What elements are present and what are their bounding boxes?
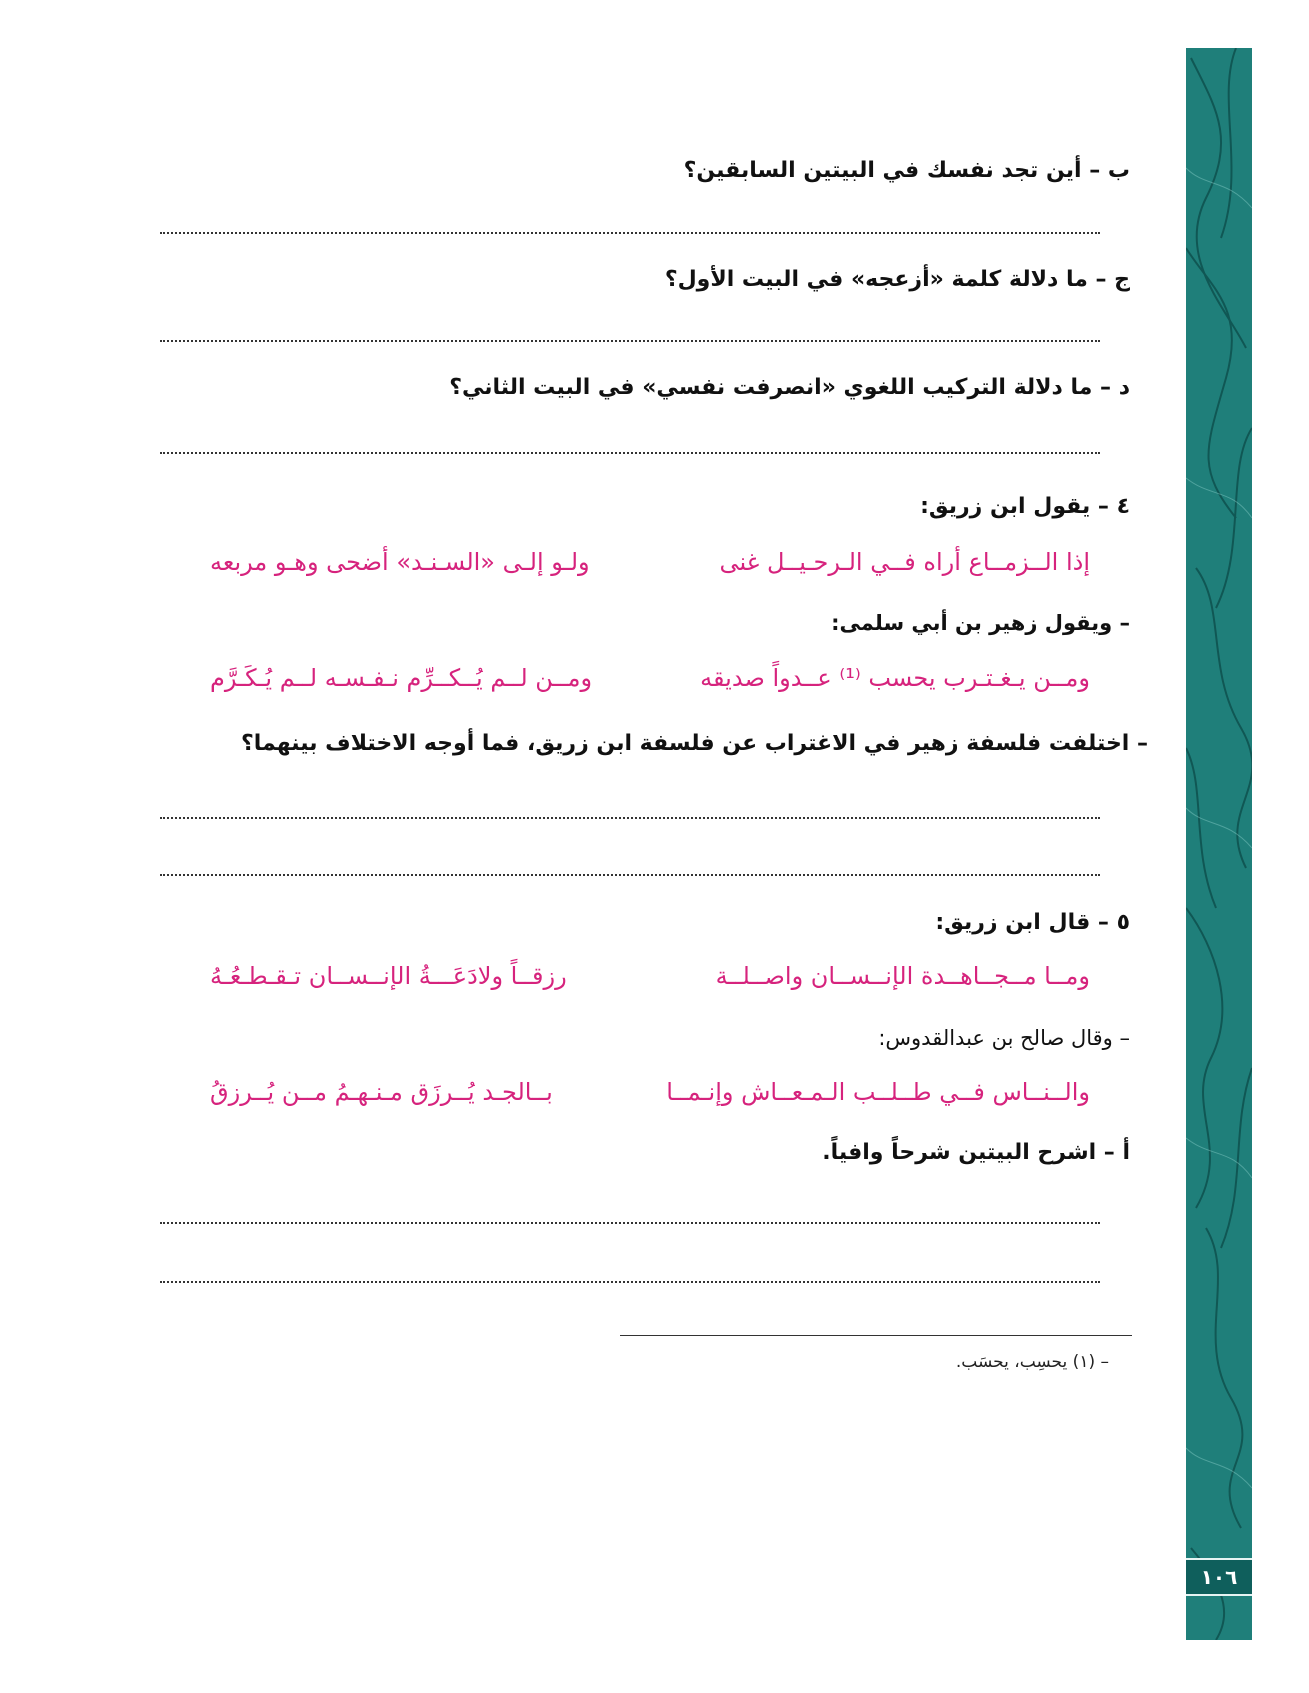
- verse-5-1-second-hemistich: رزقــاً ولادَعَـــةُ الإنــســان تـقـطـعُـهُ: [210, 962, 567, 990]
- verse-5-2-second-hemistich: بــالجـد يُــرزَق مـنـهـمُ مــن يُــرزقُ: [210, 1078, 553, 1106]
- question-j: ج – ما دلالة كلمة «أزعجه» في البيت الأول؟: [664, 267, 1130, 292]
- section-4-heading: ٤ – يقول ابن زريق:: [920, 494, 1130, 519]
- answer-line: [160, 817, 1100, 819]
- footnote-separator: [620, 1335, 1132, 1336]
- answer-line: [160, 452, 1100, 454]
- answer-line: [160, 1281, 1100, 1283]
- answer-line: [160, 874, 1100, 876]
- verse-4-1-second-hemistich: ولـو إلـى «السـنـد» أضحى وهـو مربعه: [210, 548, 590, 576]
- answer-line: [160, 1222, 1100, 1224]
- verse-5-1-first-hemistich: ومــا مــجــاهــدة الإنــســان واصــلــة: [715, 962, 1090, 990]
- question-b: ب – أين تجد نفسك في البيتين السابقين؟: [683, 158, 1130, 183]
- section-5-intro: – وقال صالح بن عبدالقدوس:: [878, 1026, 1130, 1050]
- decorative-sidebar: [1186, 48, 1252, 1640]
- question-a: أ – اشرح البيتين شرحاً وافياً.: [822, 1140, 1130, 1165]
- section-4-question: – اختلفت فلسفة زهير في الاغتراب عن فلسفة ابن زريق، فما أوجه الاختلاف بينهما؟: [240, 731, 1148, 756]
- footnote: – (١) يحسِب، يحسَب.: [955, 1352, 1109, 1372]
- page-number: ١٠٦: [1186, 1558, 1252, 1596]
- section-4-intro: – ويقول زهير بن أبي سلمى:: [831, 611, 1130, 635]
- verse-4-1-first-hemistich: إذا الــزمــاع أراه فــي الـرحـيــل غنى: [719, 548, 1090, 576]
- answer-line: [160, 340, 1100, 342]
- verse-5-2-first-hemistich: والــنــاس فــي طــلــب الـمـعــاش وإنـمــا: [666, 1078, 1090, 1106]
- section-5-heading: ٥ – قال ابن زريق:: [935, 910, 1130, 935]
- answer-line: [160, 232, 1100, 234]
- question-d: د – ما دلالة التركيب اللغوي «انصرفت نفسي» في البيت الثاني؟: [449, 375, 1130, 400]
- verse-4-2-first-hemistich: ومــن يـغـتـرب يحسب ⁽¹⁾ عــدواً صديقه: [700, 664, 1090, 692]
- verse-4-2-second-hemistich: ومــن لــم يُــكــرِّم نـفـسـه لــم يُـكَـرَّم: [210, 664, 593, 692]
- sidebar-pattern: [1186, 48, 1252, 1640]
